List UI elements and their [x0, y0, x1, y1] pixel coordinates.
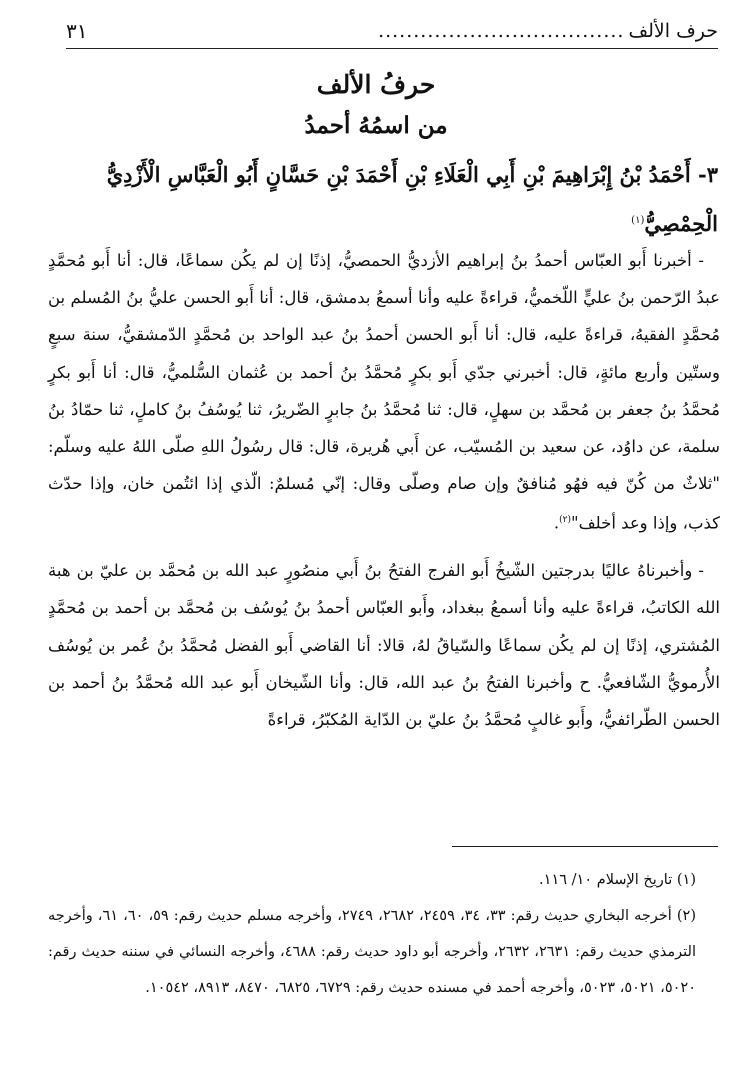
footnote-2: (٢) أخرجه البخاري حديث رقم: ٣٣، ٣٤، ٢٤٥٩، ٢٦٨٢، ٢٧٤٩، وأخرجه مسلم حديث رقم: ٥٩، ٦٠، ٦١، وأخرجه الترمذي حديث رقم: ٢٦٣١، ٢٦٣٢، وأخرجه أبو داود حديث رقم: ٤٦٨٨، وأخرجه النسائي في سننه حديث رقم: ٥٠٢٠، ٥٠٢١، ٥٠٢٣، وأخرجه أحمد في مسنده حديث رقم: ٦٧٢٩، ٦٨٢٥، ٨٤٧٠، ٨٩١٣، ١٠٥٤٢.: [48, 908, 696, 996]
chapter-heading: حرفُ الألف: [316, 70, 436, 99]
footnote-1: (١) تاريخ الإسلام ١٠/ ١١٦.: [539, 872, 696, 888]
page-number: ٣١: [66, 19, 88, 43]
section-heading: من اسمُهُ أحمدُ: [304, 112, 448, 139]
paragraph-2: - وأخبرناهُ عاليًا بدرجتين الشّيخُ أَبو الفرج الفتحُ بنُ أَبي منصُورٍ عبد الله بن مُحمَّد بن عليّ بن هبة الله الكاتبُ، قراءةً عليه وأنا أسمعُ ببغداد، وأَبو العبّاس أحمدُ بنُ يُوسُف بن مُحمَّد بن أحمد بن مُحمَّدٍ المُشتري، إذنًا إن لم يكُن سماعًا والسّياقُ لهُ، قالا: أنا القاضي أَبو الفضل مُحمَّدُ بنُ عُمر بن يُوسُف الأُرمويُّ الشّافعيُّ. ح وأخبرنا الفتحُ بنُ عبد الله، قال: وأنا الشّيخان أَبو عبد الله مُحمَّدُ بنُ أحمد بن الحسن الطّرائفيُّ، وأَبو غالبٍ مُحمَّدُ بنُ عليّ بن الدّاية المُكبّرُ، قراءةً: [48, 561, 720, 729]
footnote-divider: [452, 846, 718, 847]
entry-title-text: ٣- أَحْمَدُ بْنُ إِبْرَاهِيمَ بْنِ أَبِي الْعَلَاءِ بْنِ أَحْمَدَ بْنِ حَسَّانٍ أَبُو الْعَبَّاسِ الْأَزْدِيُّ الْحِمْصِيُّ: [106, 162, 718, 236]
body-text: [48, 242, 720, 738]
paragraph-1-end: .: [553, 513, 560, 533]
running-head-title: حرف الألف: [628, 20, 718, 42]
running-head-dots: ...................................: [378, 20, 625, 42]
footnote-marker-2[interactable]: (٢): [559, 515, 572, 526]
paragraph-1: [48, 242, 720, 542]
paragraph-1-text: - أخبرنا أَبو العبّاس أحمدُ بنُ إبراهيم الأزديُّ الحمصيُّ، إذنًا إن لم يكُن سماعًا، قال: أنا أَبو مُحمَّدٍ عبدُ الرّحمن بنُ عليٍّ اللّخميُّ، قراءةً عليه وأنا أسمعُ بدمشق، قال: أنا أَبو الحسن عليُّ بنُ المُسلم بن مُحمَّدٍ الفقيهُ، قراءةً عليه، قال: أنا أَبو الحسن أحمدُ بنُ عبد الواحد بن مُحمَّدٍ الدّمشقيُّ، سنة سبعٍ وستّين وأربع مائةٍ، قال: أخبرني جدّي أَبو بكرٍ مُحمَّدُ بنُ أحمد بن عُثمان السُّلميُّ، قال: أنا أَبو بكرٍ مُحمَّدُ بنُ جعفر بن مُحمَّد بن سهلٍ، قال: ثنا مُحمَّدُ بنُ جابرٍ الضّريرُ، ثنا يُوسُفُ بنُ كاملٍ، ثنا حمّادُ بنُ سلمة، عن داوُد، عن سعيد بن المُسيّب، عن أَبي هُريرة، قال: قال رسُولُ اللهِ صلّى اللهُ عليه وسلّم: "ثلاثٌ من كُنّ فيه فهُو مُنافقٌ وإن صام وصلّى وقال: إنّي مُسلمٌ: الّذي إذا ائتُمن خان، وإذا حدّث كذب، وإذا وعد أخلف": [48, 251, 720, 533]
footnotes: [48, 862, 720, 1006]
running-head: [66, 14, 718, 49]
entry-title: [48, 152, 718, 247]
footnote-marker-1[interactable]: (١): [631, 215, 645, 226]
